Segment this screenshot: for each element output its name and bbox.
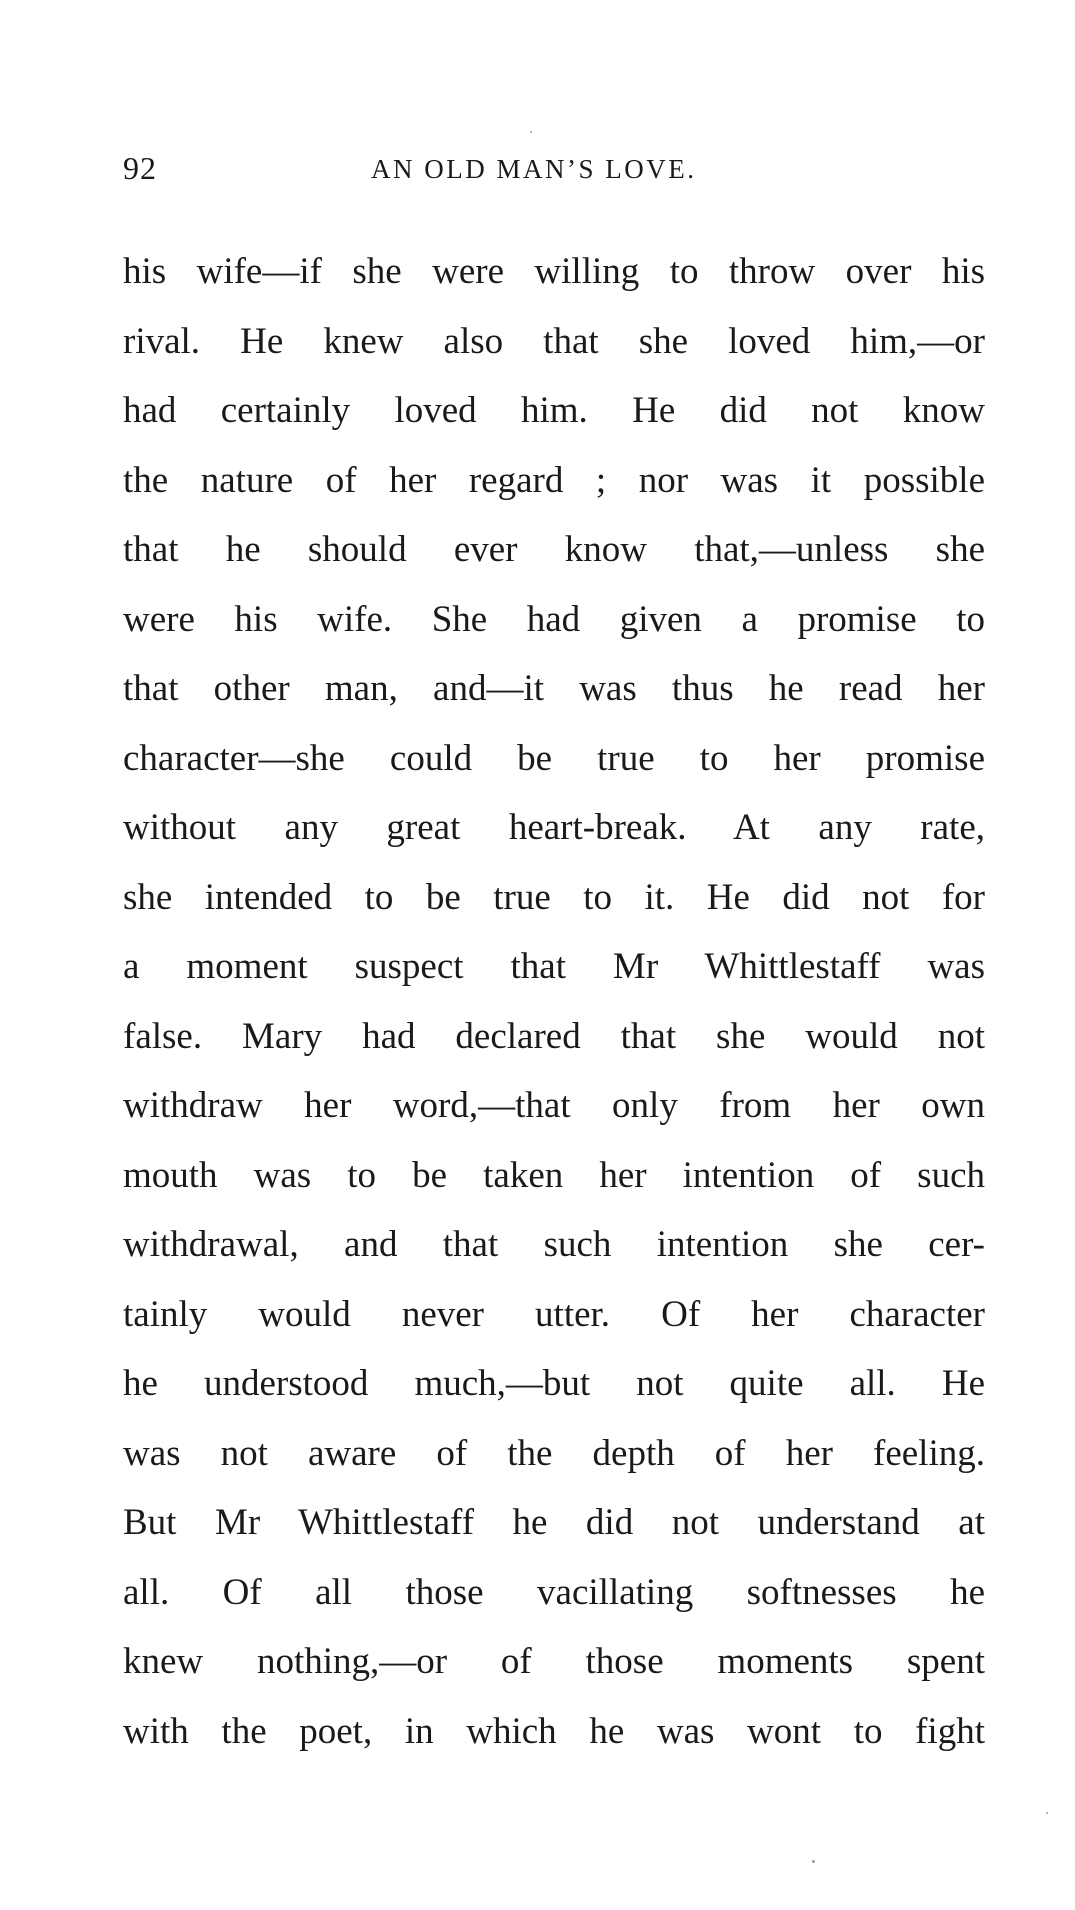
text-line: were his wife. She had given a promise to [123,598,985,640]
text-line: knew nothing,—or of those moments spent [123,1641,985,1682]
text-line: he understood much,—but not quite all. He [123,1363,985,1404]
text-line: all. Of all those vacillating softnesses he [123,1571,985,1613]
body-text [123,237,985,1766]
text-line: tainly would never utter. Of her character [123,1293,985,1335]
paper-speck [812,1860,815,1863]
running-title: AN OLD MAN’S LOVE. [371,154,697,184]
text-line: with the poet, in which he was wont to fight [123,1710,985,1752]
page-header [123,150,985,200]
text-line: a moment suspect that Mr Whittlestaff was [123,946,985,987]
text-line: withdraw her word,—that only from her own [123,1085,985,1126]
text-line: she intended to be true to it. He did not for [123,876,985,918]
paper-speck [530,131,532,133]
text-line: withdrawal, and that such intention she cer- [123,1224,985,1265]
text-line: the nature of her regard ; nor was it possible [123,459,985,501]
text-line: false. Mary had declared that she would not [123,1015,985,1057]
text-line: character—she could be true to her promise [123,737,985,779]
text-line: his wife—if she were willing to throw over his [123,251,985,292]
page-number: 92 [123,150,157,186]
text-line: had certainly loved him. He did not know [123,390,985,431]
text-line: was not aware of the depth of her feeling. [123,1432,985,1474]
text-line: But Mr Whittlestaff he did not understand at [123,1502,985,1543]
text-line: that other man, and—it was thus he read her [123,668,985,709]
text-line: rival. He knew also that she loved him,—or [123,320,985,362]
paper-speck [1046,1812,1048,1814]
text-line: mouth was to be taken her intention of such [123,1154,985,1196]
text-line: without any great heart-break. At any rate, [123,807,985,848]
text-line: that he should ever know that,—unless she [123,529,985,570]
